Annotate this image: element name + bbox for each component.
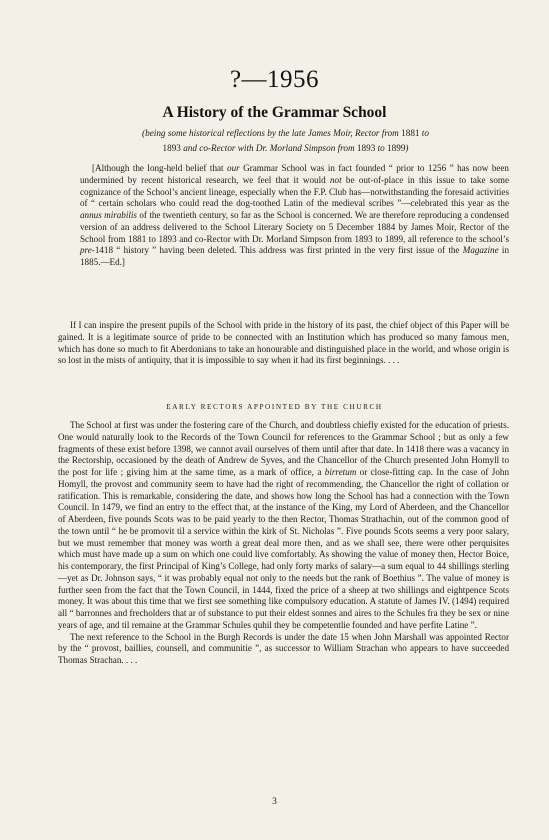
body-paragraph — [58, 420, 509, 632]
editor-note-text: Grammar School was in fact founded “ prior to 1256 ” has now been undermined by recent historical research, we feel that it would — [80, 163, 509, 185]
editor-note-emphasis: our — [227, 163, 240, 173]
article-title: A History of the Grammar School — [162, 104, 387, 121]
editor-note-text: be out-of-place in this issue to take some cognizance of the School’s ancient lineage, especially when the F.P. Club has—notwithstanding the foresaid activities of “ certain scholars who could read the dog-toothed Latin of the medieval scribes ”—celebrated this year as the — [80, 174, 509, 209]
byline-text-1: being some historical reflections by the late James Moir, Rector from — [145, 128, 402, 138]
editor-note-emphasis: not — [329, 174, 342, 185]
body-text — [58, 420, 509, 667]
intro-section — [58, 320, 509, 367]
editor-note-text: 1418 “ history ” having been deleted. This address was first printed in the very first issue of the — [94, 245, 463, 256]
editor-note-text: of the twentieth century, so far as the School is concerned. We are therefore reproducing a condensed version of an address delivered to the School Literary Society on 5 December 1884 by James Moir, Rector of the School from 1881 to 1893 and co-Rector with Dr. Morland Simpson from 1893 to 1899, all reference to the school’s — [80, 210, 509, 244]
byline-year-3: 1893 — [356, 142, 376, 153]
byline-year-2: 1893 — [162, 142, 181, 153]
byline-year-1: 1881 — [401, 128, 420, 138]
body-paragraph: The next reference to the School in the Burgh Records is under the date 15 when John Marshall was appointed Rector by the “ provost, baillies, counsell, and communitie ”, as successor to William Strachan who appears to have succeeded Thomas Strachan. . . . — [58, 631, 509, 665]
byline-text-4: to — [375, 142, 388, 153]
intro-paragraph: If I can inspire the present pupils of the School with pride in the history of its past, the chief object of this Paper will be gained. It is a legitimate source of pride to be connected with an Institution which has produced so many famous men, which has done so much to fit Aberdonians to take an honourable and distinguished place in the world, and whose origin is so lost in the mists of antiquity, that it is impossible to say when it had its first beginnings. . . . — [58, 320, 509, 366]
page-heading: ?—1956 — [229, 66, 320, 93]
editor-note-emphasis: annus mirabilis — [80, 210, 137, 220]
page-number: 3 — [272, 797, 277, 807]
editor-note-emphasis: Magazine — [462, 245, 499, 256]
article-byline: (being some historical reflections by the late James Moir, Rector from 1881 to 1893 and co-Rector with Dr. Morland Simpson from 1893 to 1899) — [142, 128, 429, 153]
editor-note-paragraph — [80, 163, 509, 269]
body-text-run: The School at first was under the fostering care of the Church, and doubtless chiefly existed for the education of priests. One would naturally look to the Records of the Town Council for references to the Grammar School ; but as only a few fragments of these exist before 1398, we cannot avail ourselves of them until after that date. In 1418 there was a vacancy in the Rectorship, occasioned by the death of Andrew de Syves, and the Chancellor of the Church presented John Homyll to the post for life ; giving him at the same time, as a mark of office, a — [58, 420, 509, 477]
byline-text-2: to — [419, 128, 429, 138]
editor-note-emphasis: pre- — [80, 245, 95, 256]
byline-text-3: and co-Rector with Dr. Morland Simpson from — [180, 142, 357, 153]
body-emphasis: birretum — [324, 467, 357, 477]
editor-note-text: in 1885.—Ed.] — [80, 245, 509, 267]
section-heading: EARLY RECTORS APPOINTED BY THE CHURCH — [166, 403, 383, 411]
byline-year-4: 1899 — [387, 142, 406, 153]
body-text-run: or close-fitting cap. In the case of John Homyll, the provost and community seem to have had the right of recommending, the Chancellor the right of collation or ratification. This is remarkable, considering the date, and shows how long the School has had a connection with the Town Council. In 1479, we find an entry to the effect that, at the instance of the King, my Lord of Aberdeen, and the Chancellor of Aberdeen, five pounds Scots was to be paid yearly to the then Rector, Thomas Strathachin, out of the common good of the town until “ he be promovit til a service within the kirk of St. Nicholas ”. Five pounds Scots seems a very poor salary, but we must remember that money was worth a great deal more then, and as we shall see, there were other perquisites which must have made up a sum on which one could live comfortably. As showing the value of money then, Hector Boice, his contemporary, the first Principal of King’s College, had only forty marks of salary—a sum equal to 44 shillings sterling—yet as Dr. Johnson says, “ it was probably equal not only to the needs but the rank of Boethius ”. The value of money is further seen from the fact that the Town Council, in 1444, fixed the price of a sheep at two shillings and eightpence Scots money. It was about this time that we first see something like compulsory education. A statute of James IV. (1494) required all “ barronnes and frecholders that ar of substance to put their eldest sonnes and aires to the Schules fra they be sex or nine years of age, and til remaine at the Grammar Schules quhil they be competentlie founded and have perfite Latine ”. — [58, 467, 509, 630]
editor-note-text: [Although the long-held belief that — [92, 163, 228, 173]
editor-note — [80, 163, 509, 269]
